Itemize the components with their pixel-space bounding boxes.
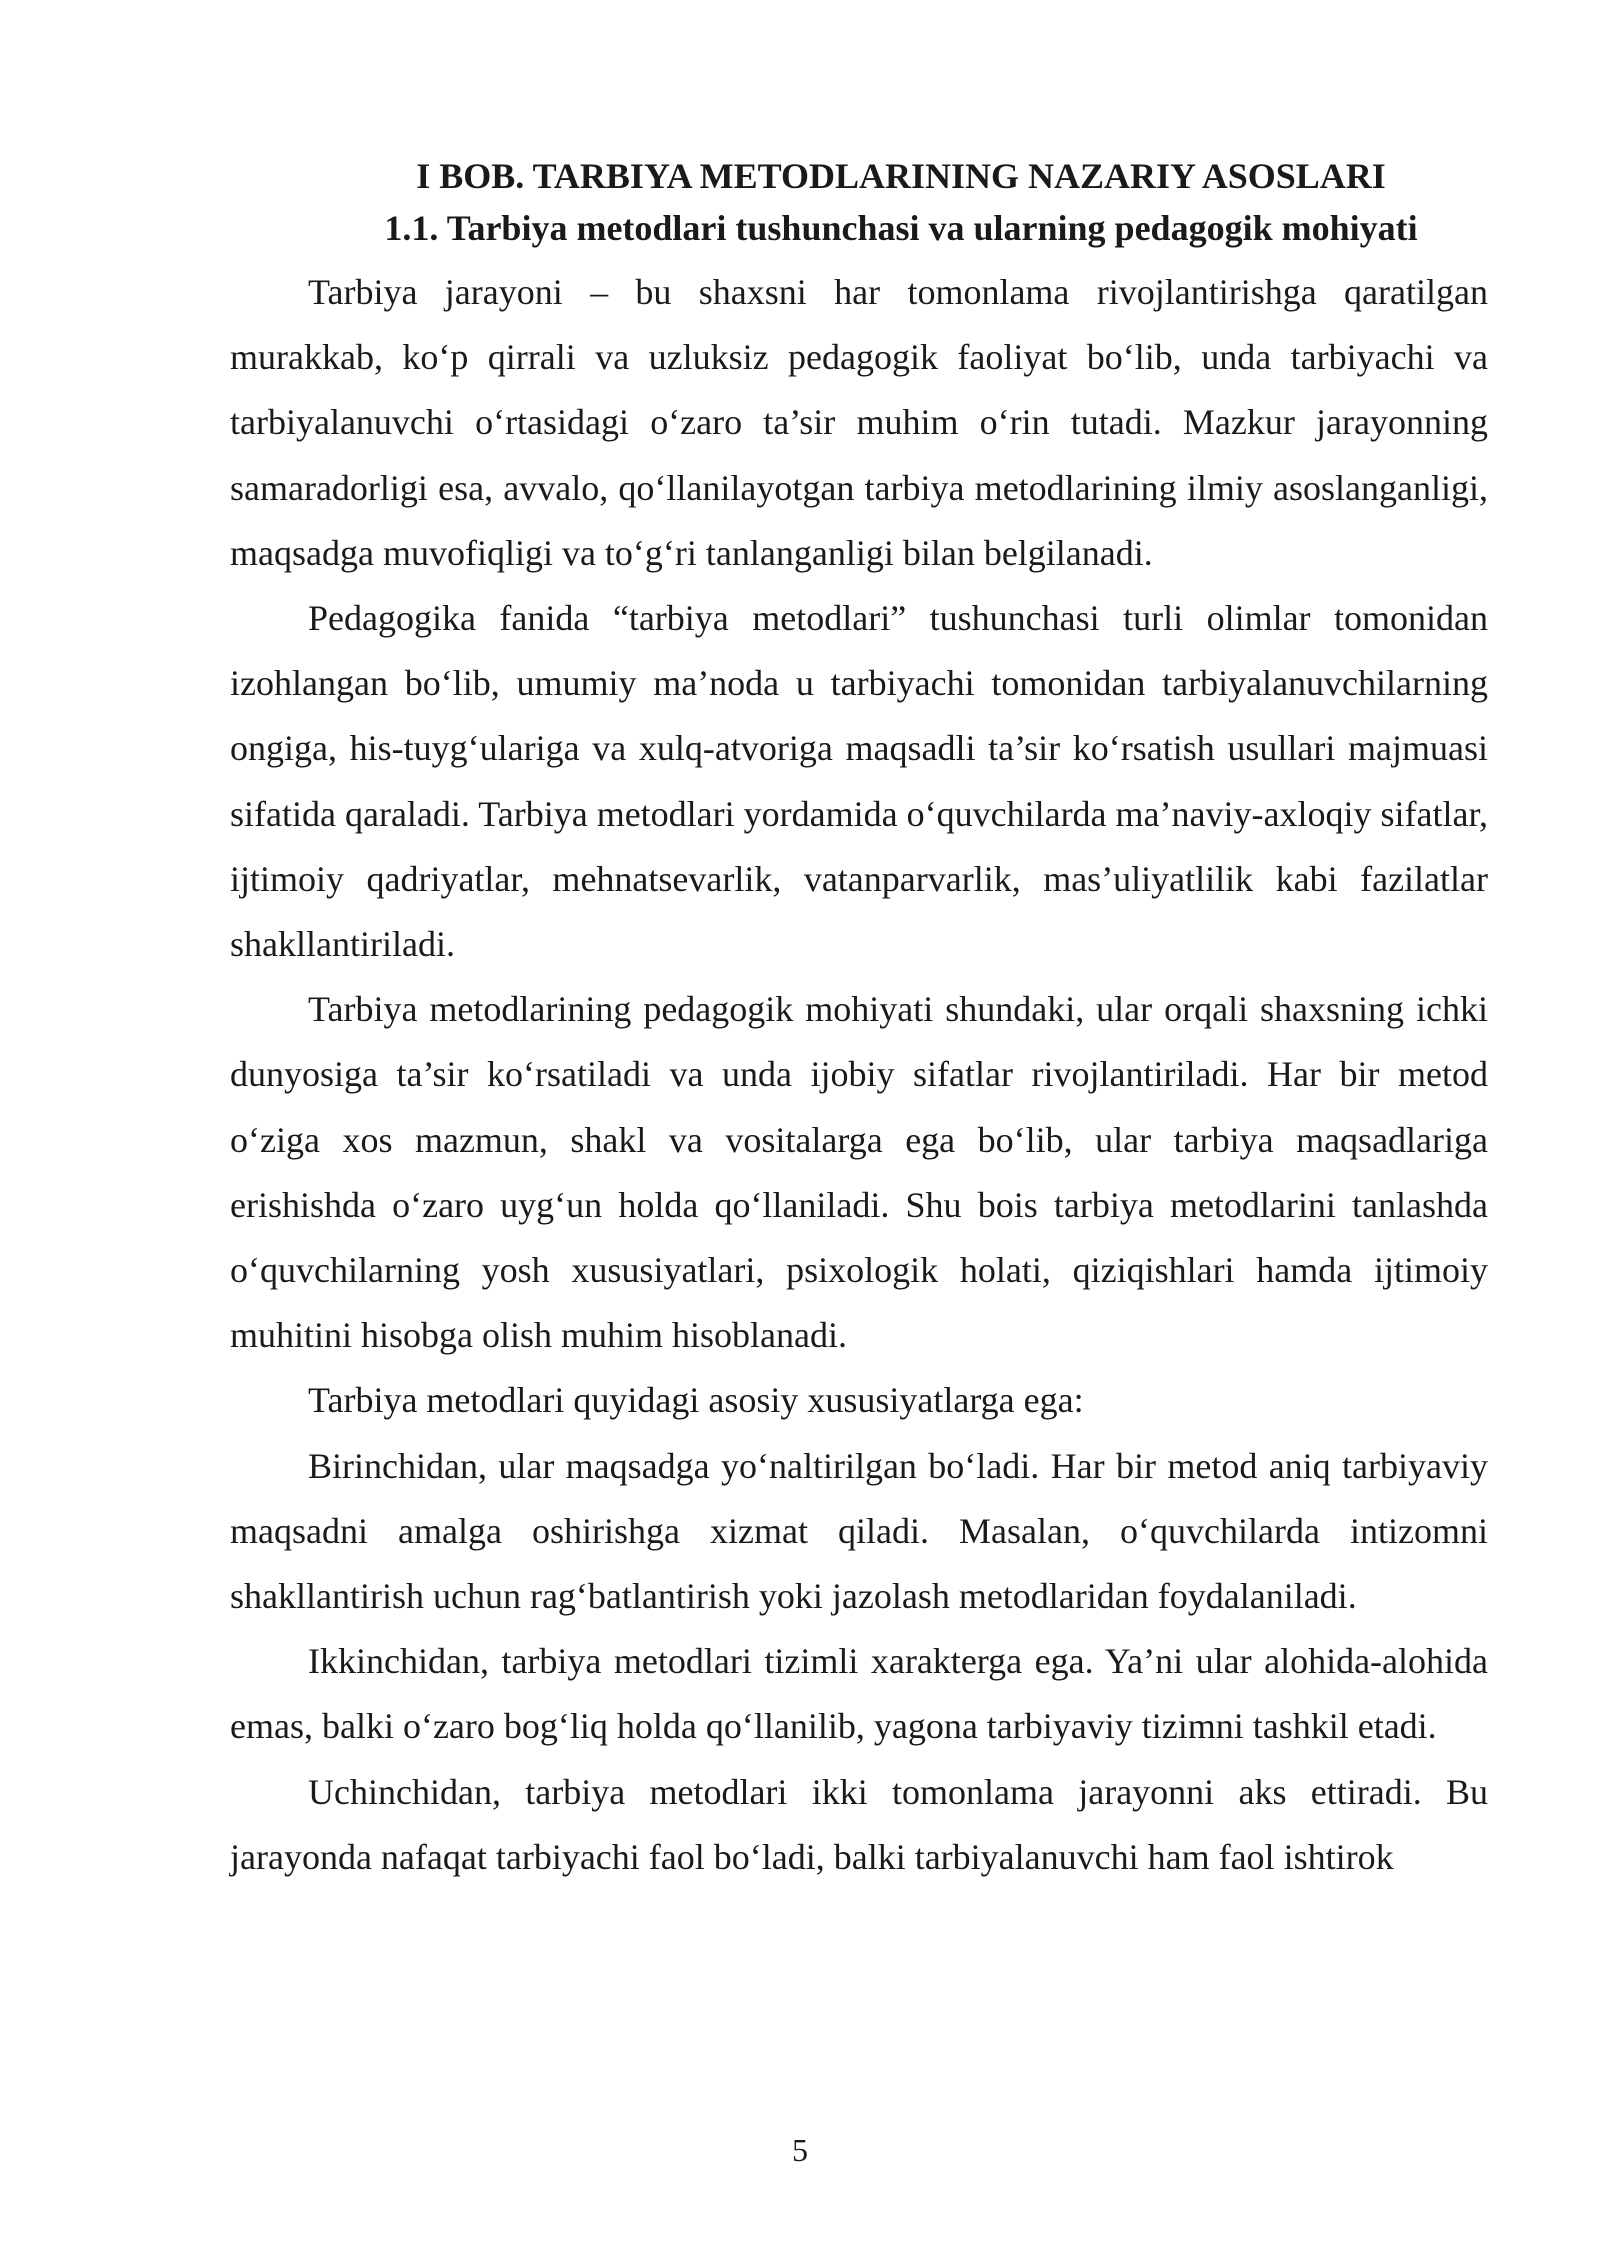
paragraph-6: Ikkinchidan, tarbiya metodlari tizimli xarakterga ega. Ya’ni ular alohida-alohida emas, balki o‘zaro bog‘liq holda qo‘llanilib, yagona tarbiyaviy tizimni tashkil etadi. <box>230 1641 1488 1747</box>
paragraph-5: Birinchidan, ular maqsadga yo‘naltirilgan bo‘ladi. Har bir metod aniq tarbiyaviy maqsadni amalga oshirishga xizmat qiladi. Masalan, o‘quvchilarda intizomni shakllantirish uchun rag‘batlantirish yoki jazolash metodlaridan foydalaniladi. <box>230 1445 1488 1617</box>
section-title: 1.1. Tarbiya metodlari tushunchasi va ularning pedagogik mohiyati <box>384 208 1418 248</box>
paragraph-1: Tarbiya jarayoni – bu shaxsni har tomonlama rivojlantirishga qaratilgan murakkab, ko‘p qirrali va uzluksiz pedagogik faoliyat bo‘lib, unda tarbiyachi va tarbiyalanuvchi o‘rtasidagi o‘zaro ta’sir muhim o‘rin tutadi. Mazkur jarayonning samaradorligi esa, avvalo, qo‘llanilayotgan tarbiya metodlarining ilmiy asoslanganligi, maqsadga muvofiqligi va to‘g‘ri tanlanganligi bilan belgilanadi. <box>230 272 1488 573</box>
chapter-title: I BOB. TARBIYA METODLARINING NAZARIY ASOSLARI <box>416 156 1386 196</box>
paragraph-4: Tarbiya metodlari quyidagi asosiy xususiyatlarga ega: <box>308 1380 1084 1421</box>
document-page <box>230 150 1488 1890</box>
paragraph-3: Tarbiya metodlarining pedagogik mohiyati shundaki, ular orqali shaxsning ichki dunyosiga ta’sir ko‘rsatiladi va unda ijobiy sifatlar rivojlantiriladi. Har bir metod o‘ziga xos mazmun, shakl va vositalarga ega bo‘lib, ular tarbiya maqsadlariga erishishda o‘zaro uyg‘un holda qo‘llaniladi. Shu bois tarbiya metodlarini tanlashda o‘quvchilarning yosh xususiyatlari, psixologik holati, qiziqishlari hamda ijtimoiy muhitini hisobga olish muhim hisoblanadi. <box>230 989 1488 1356</box>
page-number: 5 <box>792 2132 808 2168</box>
paragraph-2: Pedagogika fanida “tarbiya metodlari” tushunchasi turli olimlar tomonidan izohlangan bo‘lib, umumiy ma’noda u tarbiyachi tomonidan tarbiyalanuvchilarning ongiga, his-tuyg‘ulariga va xulq-atvoriga maqsadli ta’sir ko‘rsatish usullari majmuasi sifatida qaraladi. Tarbiya metodlari yordamida o‘quvchilarda ma’naviy-axloqiy sifatlar, ijtimoiy qadriyatlar, mehnatsevarlik, vatanparvarlik, mas’uliyatlilik kabi fazilatlar shakllantiriladi. <box>230 598 1488 965</box>
paragraph-7: Uchinchidan, tarbiya metodlari ikki tomonlama jarayonni aks ettiradi. Bu jarayonda nafaqat tarbiyachi faol bo‘ladi, balki tarbiyalanuvchi ham faol ishtirok <box>230 1771 1488 1877</box>
